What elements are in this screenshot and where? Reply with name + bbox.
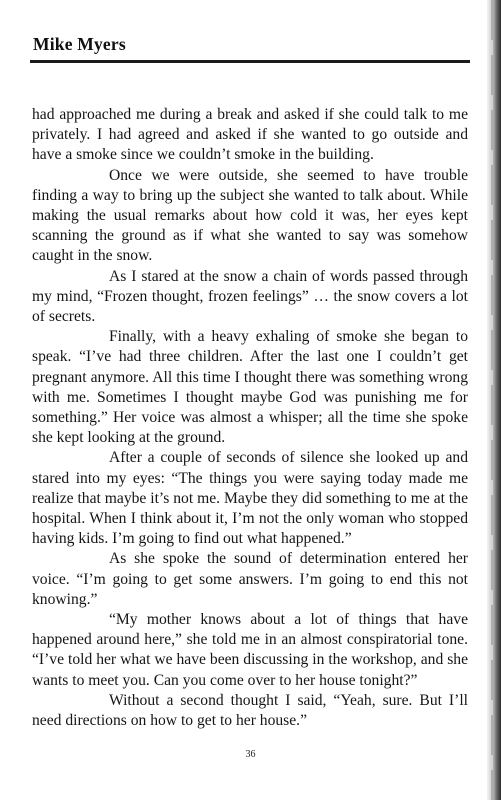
scan-page-edge <box>487 0 501 800</box>
paragraph-6: As she spoke the sound of determination entered her voice. “I’m going to get some answers. I’m going to end this not knowing.” <box>32 550 468 608</box>
paragraph-1: had approached me during a break and asked if she could talk to me privately. I had agreed and asked if she wanted to go outside and have a smoke since we couldn’t smoke in the building. <box>32 106 468 164</box>
paragraph-5: After a couple of seconds of silence she looked up and stared into my eyes: “The things you were saying today made me realize that maybe it’s not me. Maybe they did something to me at the hospital. When I think about it, I’m not the only woman who stopped having kids. I’m going to find out what happened.” <box>32 449 468 548</box>
paragraph-4: Finally, with a heavy exhaling of smoke she began to speak. “I’ve had three children. After the last one I couldn’t get pregnant anymore. All this time I thought there was something wrong with me. Sometimes I thought maybe God was punishing me for something.” Her voice was almost a whisper; all the time she spoke she kept looking at the ground. <box>32 328 468 447</box>
paragraph-7: “My mother knows about a lot of things that have happened around here,” she told me in an almost conspiratorial tone. “I’ve told her what we have been discussing in the workshop, and she wants to meet you. Can you come over to her house tonight?” <box>32 611 468 689</box>
paragraph-8: Without a second thought I said, “Yeah, sure. But I’ll need directions on how to get to her house.” <box>32 691 468 730</box>
header-rule <box>30 60 470 63</box>
page-body <box>32 105 468 731</box>
paragraph-3: As I stared at the snow a chain of words passed through my mind, “Frozen thought, frozen feelings” … the snow covers a lot of secrets. <box>32 267 468 326</box>
running-head-author: Mike Myers <box>33 34 126 54</box>
running-header <box>30 30 470 64</box>
paragraph-2: Once we were outside, she seemed to have trouble finding a way to bring up the subject she wanted to talk about. While making the usual remarks about how cold it was, her eyes kept scanning the ground as if what she wanted to say was somehow caught in the snow. <box>32 166 468 265</box>
page-number: 36 <box>245 749 256 760</box>
